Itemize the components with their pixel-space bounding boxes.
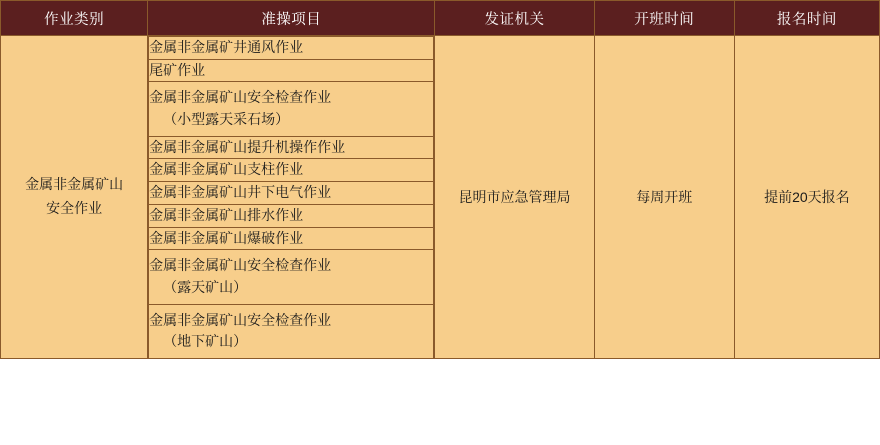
item-text: 金属非金属矿山爆破作业 xyxy=(149,229,304,246)
table-body xyxy=(1,36,880,359)
category-line-1: 金属非金属矿山 xyxy=(25,176,124,193)
item-text: 金属非金属矿山提升机操作作业 xyxy=(149,138,346,155)
item-subtext: （小型露天采石场） xyxy=(163,111,290,128)
cell-category xyxy=(1,36,148,359)
column-header-operation-item: 准操项目 xyxy=(148,1,435,36)
column-header-category: 作业类别 xyxy=(1,1,148,36)
table-header xyxy=(1,1,880,36)
list-item xyxy=(149,204,434,227)
cell-class-start-time: 每周开班 xyxy=(594,36,734,359)
operation-items-list xyxy=(148,36,434,358)
list-item xyxy=(149,136,434,159)
item-text: 金属非金属矿山支柱作业 xyxy=(149,161,304,178)
column-header-class-start-time: 开班时间 xyxy=(594,1,734,36)
list-item xyxy=(149,159,434,182)
cell-issuing-authority: 昆明市应急管理局 xyxy=(435,36,594,359)
item-text: 金属非金属矿山排水作业 xyxy=(149,206,304,223)
cell-operation-items xyxy=(148,36,435,359)
item-text: 金属非金属矿井通风作业 xyxy=(149,39,304,55)
item-subtext: （露天矿山） xyxy=(163,278,248,295)
item-text: 金属非金属矿山井下电气作业 xyxy=(149,184,332,201)
list-item xyxy=(149,227,434,250)
category-line-2: 安全作业 xyxy=(46,199,103,216)
item-text: 金属非金属矿山安全检查作业 xyxy=(149,257,332,274)
column-header-registration-time: 报名时间 xyxy=(734,1,879,36)
table-row xyxy=(1,36,880,359)
list-item xyxy=(149,82,434,136)
item-text: 金属非金属矿山安全检查作业 xyxy=(149,89,332,106)
list-item xyxy=(149,59,434,82)
header-row xyxy=(1,1,880,36)
list-item xyxy=(149,250,434,304)
list-item xyxy=(149,182,434,205)
list-item xyxy=(149,304,434,358)
column-header-issuing-authority: 发证机关 xyxy=(435,1,594,36)
item-text: 尾矿作业 xyxy=(149,61,206,78)
cell-registration-time: 提前20天报名 xyxy=(734,36,879,359)
list-item xyxy=(149,37,434,60)
item-subtext: （地下矿山） xyxy=(163,333,248,350)
item-text: 金属非金属矿山安全检查作业 xyxy=(149,311,332,328)
